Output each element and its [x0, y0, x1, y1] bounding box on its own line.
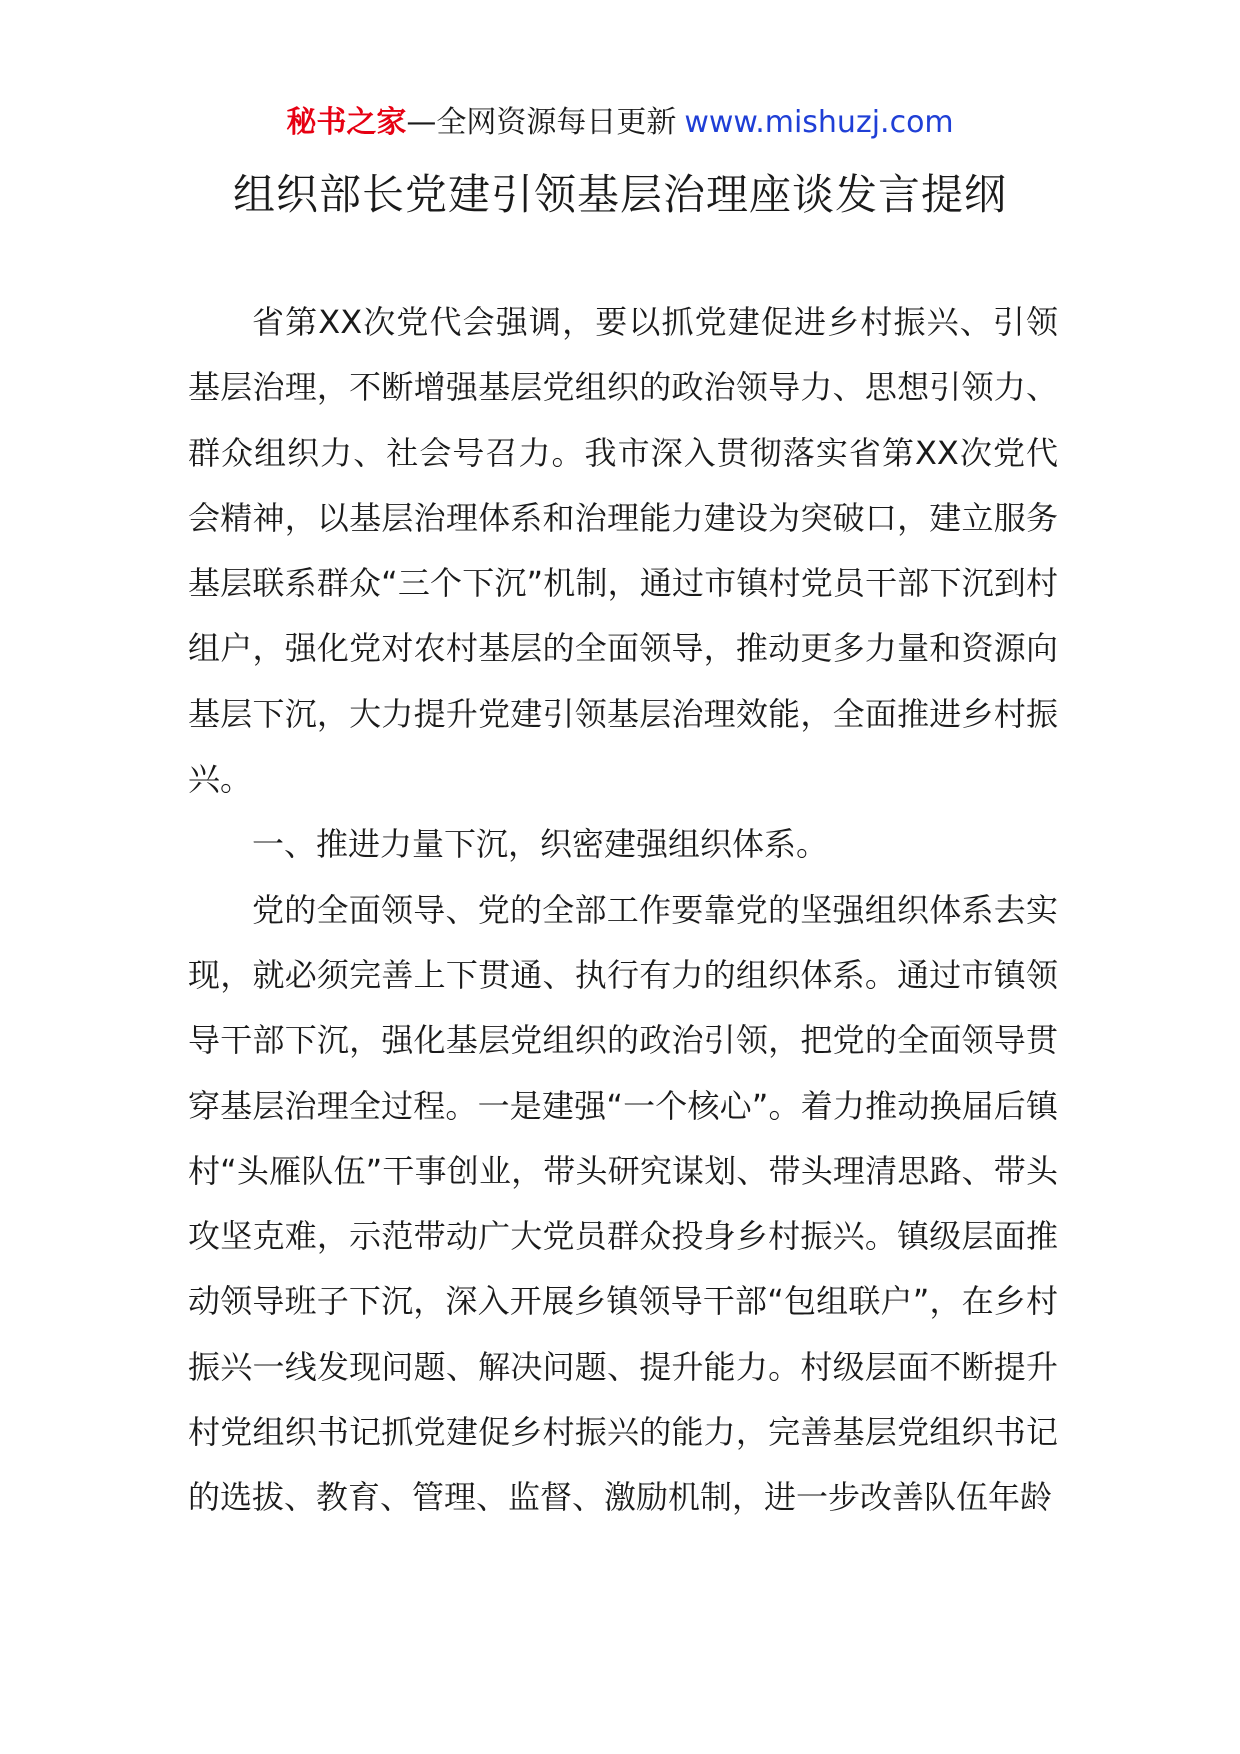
site-header	[0, 100, 1240, 146]
document-title: 组织部长党建引领基层治理座谈发言提纲	[232, 170, 1007, 219]
site-url-link[interactable]: www.mishuzj.com	[684, 105, 954, 140]
section-heading-1: 一、推进力量下沉，织密建强组织体系。	[252, 825, 829, 864]
body-paragraph-intro: 省第XX次党代会强调，要以抓党建促进乡村振兴、引领基层治理，不断增强基层党组织的政治领导力、思想引领力、群众组织力、社会号召力。我市深入贯彻落实省第XX次党代会精神，以基层治理体系和治理能力建设为突破口，建立服务基层联系群众“三个下沉”机制，通过市镇村党员干部下沉到村组户，强化党对农村基层的全面领导，推动更多力量和资源向基层下沉，大力提升党建引领基层治理效能，全面推进乡村振兴。	[188, 303, 1058, 799]
header-tagline: —全网资源每日更新	[406, 105, 677, 140]
document-body	[188, 290, 1058, 1531]
brand-name: 秘书之家	[286, 105, 407, 140]
body-paragraph-section-1: 党的全面领导、党的全部工作要靠党的坚强组织体系去实现，就必须完善上下贯通、执行有力的组织体系。通过市镇领导干部下沉，强化基层党组织的政治引领，把党的全面领导贯穿基层治理全过程。一是建强“一个核心”。着力推动换届后镇村“头雁队伍”干事创业，带头研究谋划、带头理清思路、带头攻坚克难，示范带动广大党员群众投身乡村振兴。镇级层面推动领导班子下沉，深入开展乡镇领导干部“包组联户”，在乡村振兴一线发现问题、解决问题、提升能力。村级层面不断提升村党组织书记抓党建促乡村振兴的能力，完善基层党组织书记的选拔、教育、管理、监督、激励机制，进一步改善队伍年龄	[188, 890, 1058, 1517]
